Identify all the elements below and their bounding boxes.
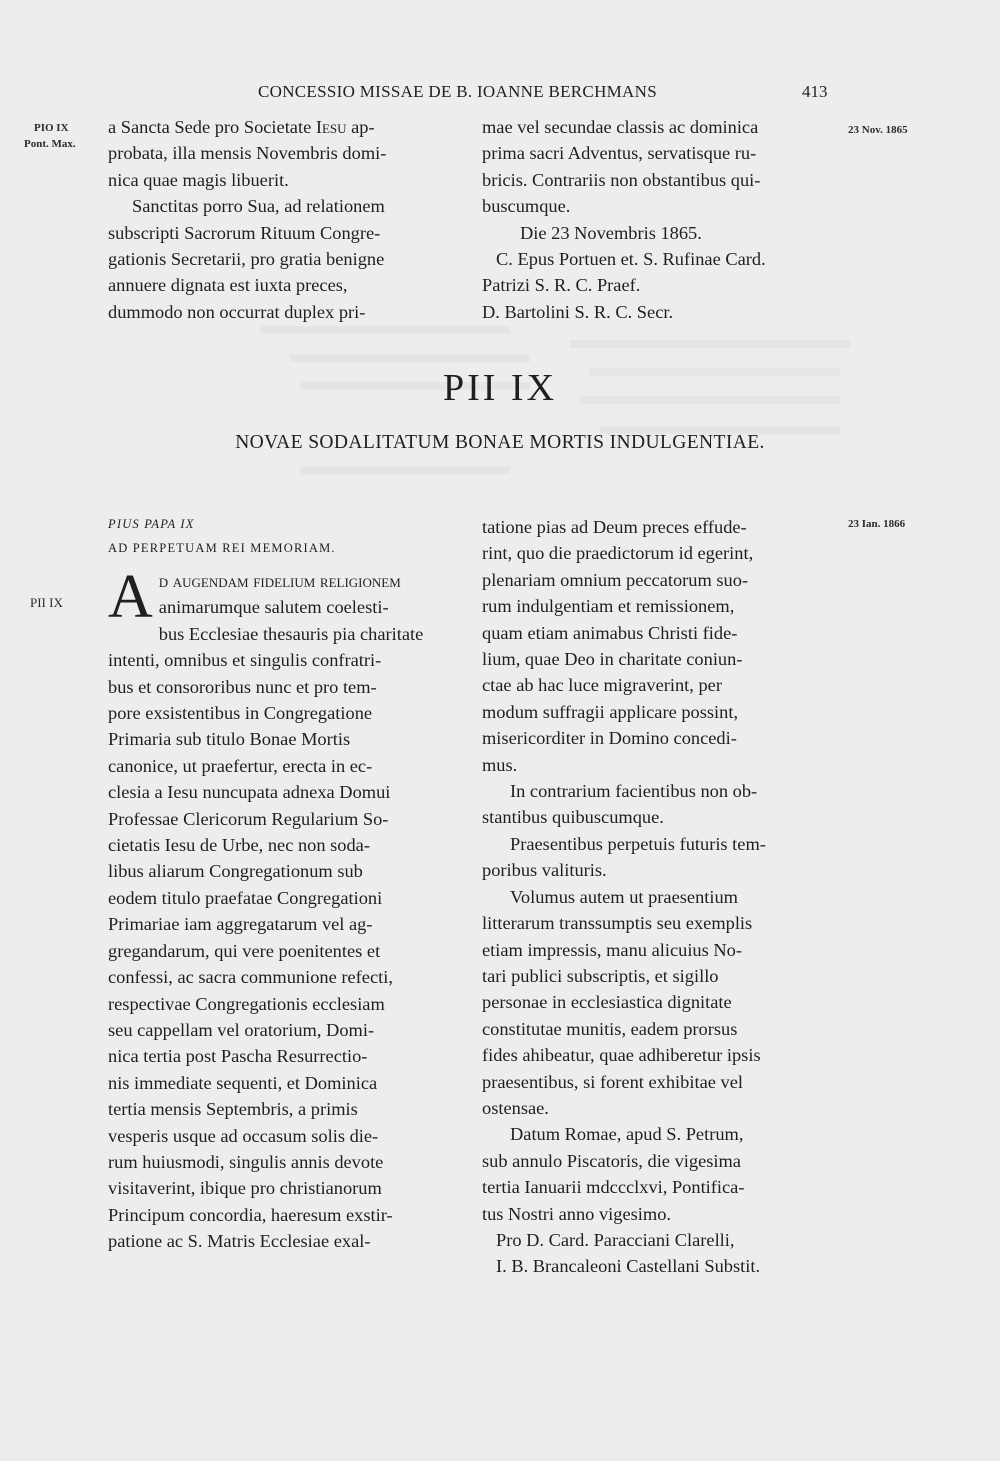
text-line: vesperis usque ad occasum solis die-	[108, 1125, 379, 1146]
signature-substitute: I. B. Brancaleoni Castellani Substit.	[496, 1256, 761, 1277]
text-line: poribus valituris.	[482, 860, 607, 881]
text-line: plenariam omnium peccatorum suo-	[482, 569, 749, 590]
text-line: seu cappellam vel oratorium, Domi-	[108, 1019, 375, 1040]
text-line: Principum concordia, haeresum exstir-	[108, 1204, 393, 1225]
margin-note-date-1866: 23 Ian. 1866	[848, 518, 906, 530]
text-line: lium, quae Deo in charitate coniun-	[482, 649, 743, 670]
margin-note-pope-line1: PIO IX	[34, 122, 69, 134]
text-line: prima sacri Adventus, servatisque ru-	[482, 143, 757, 164]
text-smallcaps: Iesu	[315, 117, 347, 137]
text-line: Primariae iam aggregatarum vel ag-	[108, 914, 373, 935]
bull-right-paragraph-4	[482, 884, 832, 1122]
text-line: libus aliarum Congregationum sub	[108, 861, 363, 882]
text-line: Praesentibus perpetuis futuris tem-	[510, 833, 766, 854]
drop-cap-letter: A	[108, 563, 153, 631]
text-line: Primaria sub titulo Bonae Mortis	[108, 729, 351, 750]
text-line: praesentibus, si forent exhibitae vel	[482, 1071, 743, 1092]
text-line: tatione pias ad Deum preces effude-	[482, 517, 747, 537]
text-line: patione ac S. Matris Ecclesiae exal-	[108, 1231, 371, 1252]
text-line: Professae Clericorum Regularium So-	[108, 808, 389, 829]
top-left-column	[108, 114, 458, 325]
text-line: subscripti Sacrorum Rituum Congre-	[108, 222, 381, 243]
decree-date: Die 23 Novembris 1865.	[520, 222, 702, 243]
bull-heading-formula: AD PERPETUAM REI MEMORIAM.	[108, 541, 336, 555]
signature-pro-cardinal: Pro D. Card. Paracciani Clarelli,	[496, 1229, 735, 1250]
top-left-paragraph-2	[108, 193, 458, 325]
text-line: tertia Ianuarii mdccclxvi, Pontifica-	[482, 1177, 745, 1198]
section-title: PII IX	[442, 367, 558, 409]
text-line: Sanctitas porro Sua, ad relationem	[132, 196, 385, 217]
text-line: animarumque salutem coelesti-	[158, 597, 389, 618]
bleed-through-lines	[150, 320, 850, 500]
text-line: gationis Secretarii, pro gratia benigne	[108, 249, 385, 270]
text-line: dummodo non occurrat duplex pri-	[108, 301, 366, 322]
signature-cardinal: C. Epus Portuen et. S. Rufinae Card.	[496, 249, 766, 270]
text-line: respectivae Congregationis ecclesiam	[108, 993, 385, 1014]
text-line: modum suffragii applicare possint,	[482, 701, 739, 722]
text-line: nica quae magis libuerit.	[108, 169, 289, 190]
text-line: eodem titulo praefatae Congregationi	[108, 887, 383, 908]
text-line: bus Ecclesiae thesauris pia charitate	[158, 623, 424, 644]
text-line: annuere dignata est iuxta preces,	[108, 275, 348, 296]
text-line: In contrarium facientibus non ob-	[510, 781, 758, 802]
section-subtitle: NOVAE SODALITATUM BONAE MORTIS INDULGENTIAE.	[235, 432, 765, 453]
text-line: stantibus quibuscumque.	[482, 807, 664, 828]
text-line: nis immediate sequenti, et Dominica	[108, 1072, 378, 1093]
text-line: visitaverint, ibique pro christianorum	[108, 1178, 382, 1199]
top-left-paragraph-1	[108, 114, 458, 193]
text-line: rint, quo die praedictorum id egerint,	[482, 543, 754, 564]
top-right-column	[482, 114, 832, 325]
text-line: ap-	[346, 117, 375, 137]
bull-right-paragraph-3	[482, 831, 832, 884]
text-line: ctae ab hac luce migraverint, per	[482, 675, 722, 696]
text-line: tari publici subscriptis, et sigillo	[482, 965, 719, 986]
margin-note-pope-line2: Pont. Max.	[24, 138, 76, 150]
text-line: quam etiam animabus Christi fide-	[482, 622, 738, 643]
text-line: Volumus autem ut praesentium	[510, 886, 738, 907]
text-line: fides ahibeatur, quae adhiberetur ipsis	[482, 1045, 761, 1066]
bull-opening-paragraph	[108, 563, 458, 1255]
text-line: tertia mensis Septembris, a primis	[108, 1099, 358, 1120]
text-line: etiam impressis, manu alicuius No-	[482, 939, 742, 960]
text-line: mae vel secundae classis ac dominica	[482, 117, 759, 137]
text-line: misericorditer in Domino concedi-	[482, 728, 737, 749]
text-line: confessi, ac sacra communione refecti,	[108, 967, 393, 988]
text-line: ostensae.	[482, 1097, 549, 1118]
text-line: bricis. Contrariis non obstantibus qui-	[482, 169, 761, 190]
text-line: rum indulgentiam et remissionem,	[482, 596, 735, 617]
signature-secretary: D. Bartolini S. R. C. Secr.	[482, 301, 674, 322]
text-line: bus et consororibus nunc et pro tem-	[108, 676, 377, 697]
bull-heading-pope: PIUS PAPA IX	[108, 517, 195, 531]
text-line: personae in ecclesiastica dignitate	[482, 992, 732, 1013]
margin-note-pii-ix: PII IX	[30, 595, 63, 610]
text-line: constitutae munitis, eadem prorsus	[482, 1018, 738, 1039]
bleed-through-texture	[150, 320, 850, 500]
text-line: pore exsistentibus in Congregatione	[108, 703, 373, 724]
text-line: a Sancta Sede pro Societate	[108, 117, 316, 137]
text-line: probata, illa mensis Novembris domi-	[108, 143, 387, 164]
top-right-paragraph-1	[482, 114, 832, 220]
bull-right-paragraph-1	[482, 514, 832, 778]
bull-right-paragraph-5	[482, 1121, 832, 1227]
text-line: cietatis Iesu de Urbe, nec non soda-	[108, 835, 370, 856]
page-number: 413	[802, 82, 828, 101]
text-line: buscumque.	[482, 196, 571, 217]
text-line: canonice, ut praefertur, erecta in ec-	[108, 755, 373, 776]
bull-right-column	[482, 514, 832, 1280]
text-line: nica tertia post Pascha Resurrectio-	[108, 1046, 368, 1067]
text-line: tus Nostri anno vigesimo.	[482, 1203, 672, 1224]
text-line: Datum Romae, apud S. Petrum,	[510, 1124, 744, 1145]
margin-note-date-1865: 23 Nov. 1865	[848, 124, 908, 136]
text-line: mus.	[482, 754, 518, 775]
signature-prefect: Patrizi S. R. C. Praef.	[482, 275, 641, 296]
text-line: clesia a Iesu nuncupata adnexa Domui	[108, 782, 391, 803]
running-title: CONCESSIO MISSAE DE B. IOANNE BERCHMANS	[258, 82, 657, 101]
text-line: d augendam fidelium religionem	[158, 571, 401, 591]
bull-left-column	[108, 512, 458, 1255]
text-line: rum huiusmodi, singulis annis devote	[108, 1151, 384, 1172]
text-line: litterarum transsumptis seu exemplis	[482, 913, 753, 934]
text-line: intenti, omnibus et singulis confratri-	[108, 650, 382, 671]
text-line: gregandarum, qui vere poenitentes et	[108, 940, 381, 961]
text-line: sub annulo Piscatoris, die vigesima	[482, 1150, 741, 1171]
bull-right-paragraph-2	[482, 778, 832, 831]
margin-note-pope	[24, 120, 76, 152]
